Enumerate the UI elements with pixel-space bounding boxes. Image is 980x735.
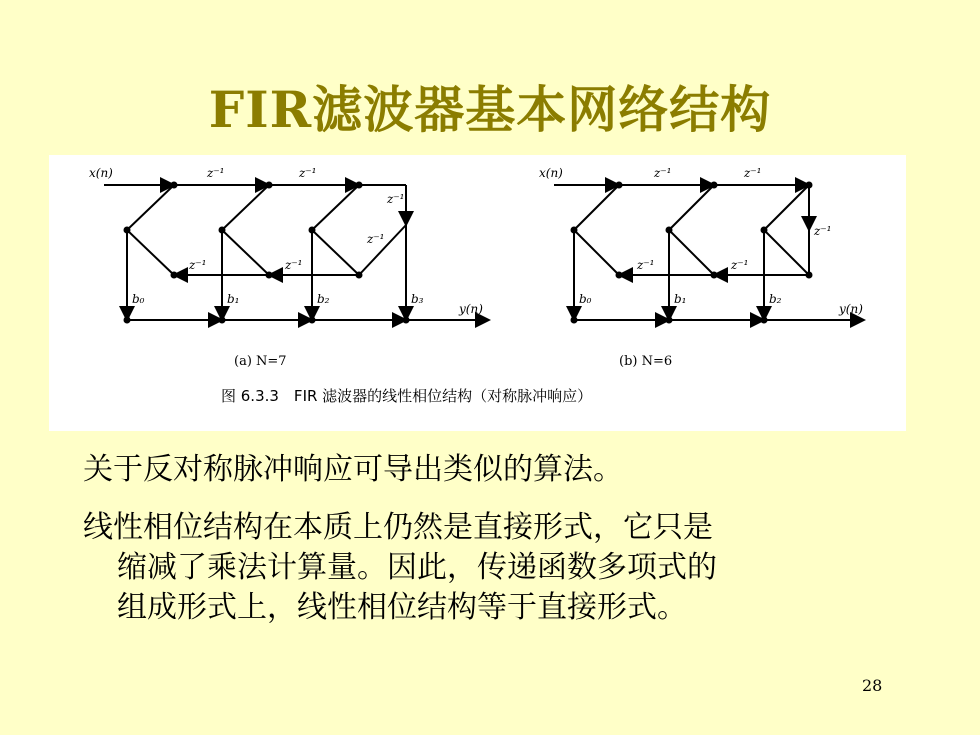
right-sublabel: (b) N=6 [619, 354, 673, 369]
paragraph-1 [83, 450, 623, 490]
left-input-label: x(n) [89, 166, 113, 180]
right-delay-1: z⁻¹ [654, 166, 672, 180]
right-delay-4: z⁻¹ [731, 258, 749, 272]
right-delay-5: z⁻¹ [637, 258, 655, 272]
right-input-label: x(n) [539, 166, 563, 180]
left-output-label: y(n) [459, 302, 483, 316]
left-sublabel: (a) N=7 [234, 354, 287, 369]
slide-title: FIR滤波器基本网络结构 [208, 80, 772, 139]
left-coeff-b0: b₀ [132, 292, 145, 306]
paragraph-2-line-2: 缩减了乘法计算量。因此，传递函数多项式的 [117, 550, 717, 585]
left-delay-2: z⁻¹ [299, 166, 317, 180]
left-delay-6: z⁻¹ [189, 258, 207, 272]
left-coeff-b3: b₃ [411, 292, 424, 306]
fir-linear-phase-figure [49, 155, 906, 431]
right-coeff-b2: b₂ [769, 292, 782, 306]
page-number: 28 [862, 676, 883, 695]
left-delay-3: z⁻¹ [387, 192, 405, 206]
left-delay-1: z⁻¹ [207, 166, 225, 180]
left-delay-5: z⁻¹ [285, 258, 303, 272]
right-coeff-b1: b₁ [674, 292, 687, 306]
figure-caption: 图 6.3.3 FIR 滤波器的线性相位结构（对称脉冲响应） [221, 387, 593, 405]
right-delay-2: z⁻¹ [744, 166, 762, 180]
right-delay-3: z⁻¹ [814, 224, 832, 238]
paragraph-2-line-1: 线性相位结构在本质上仍然是直接形式，它只是 [83, 510, 713, 545]
left-coeff-b1: b₁ [227, 292, 240, 306]
left-coeff-b2: b₂ [317, 292, 330, 306]
paragraph-2-line-3: 组成形式上，线性相位结构等于直接形式。 [117, 590, 687, 625]
paragraph-1-line-1: 关于反对称脉冲响应可导出类似的算法。 [83, 452, 623, 487]
right-coeff-b0: b₀ [579, 292, 592, 306]
fir-structure-diagram [49, 155, 906, 431]
paragraph-2 [83, 508, 717, 628]
right-output-label: y(n) [839, 302, 863, 316]
left-delay-4: z⁻¹ [367, 232, 385, 246]
